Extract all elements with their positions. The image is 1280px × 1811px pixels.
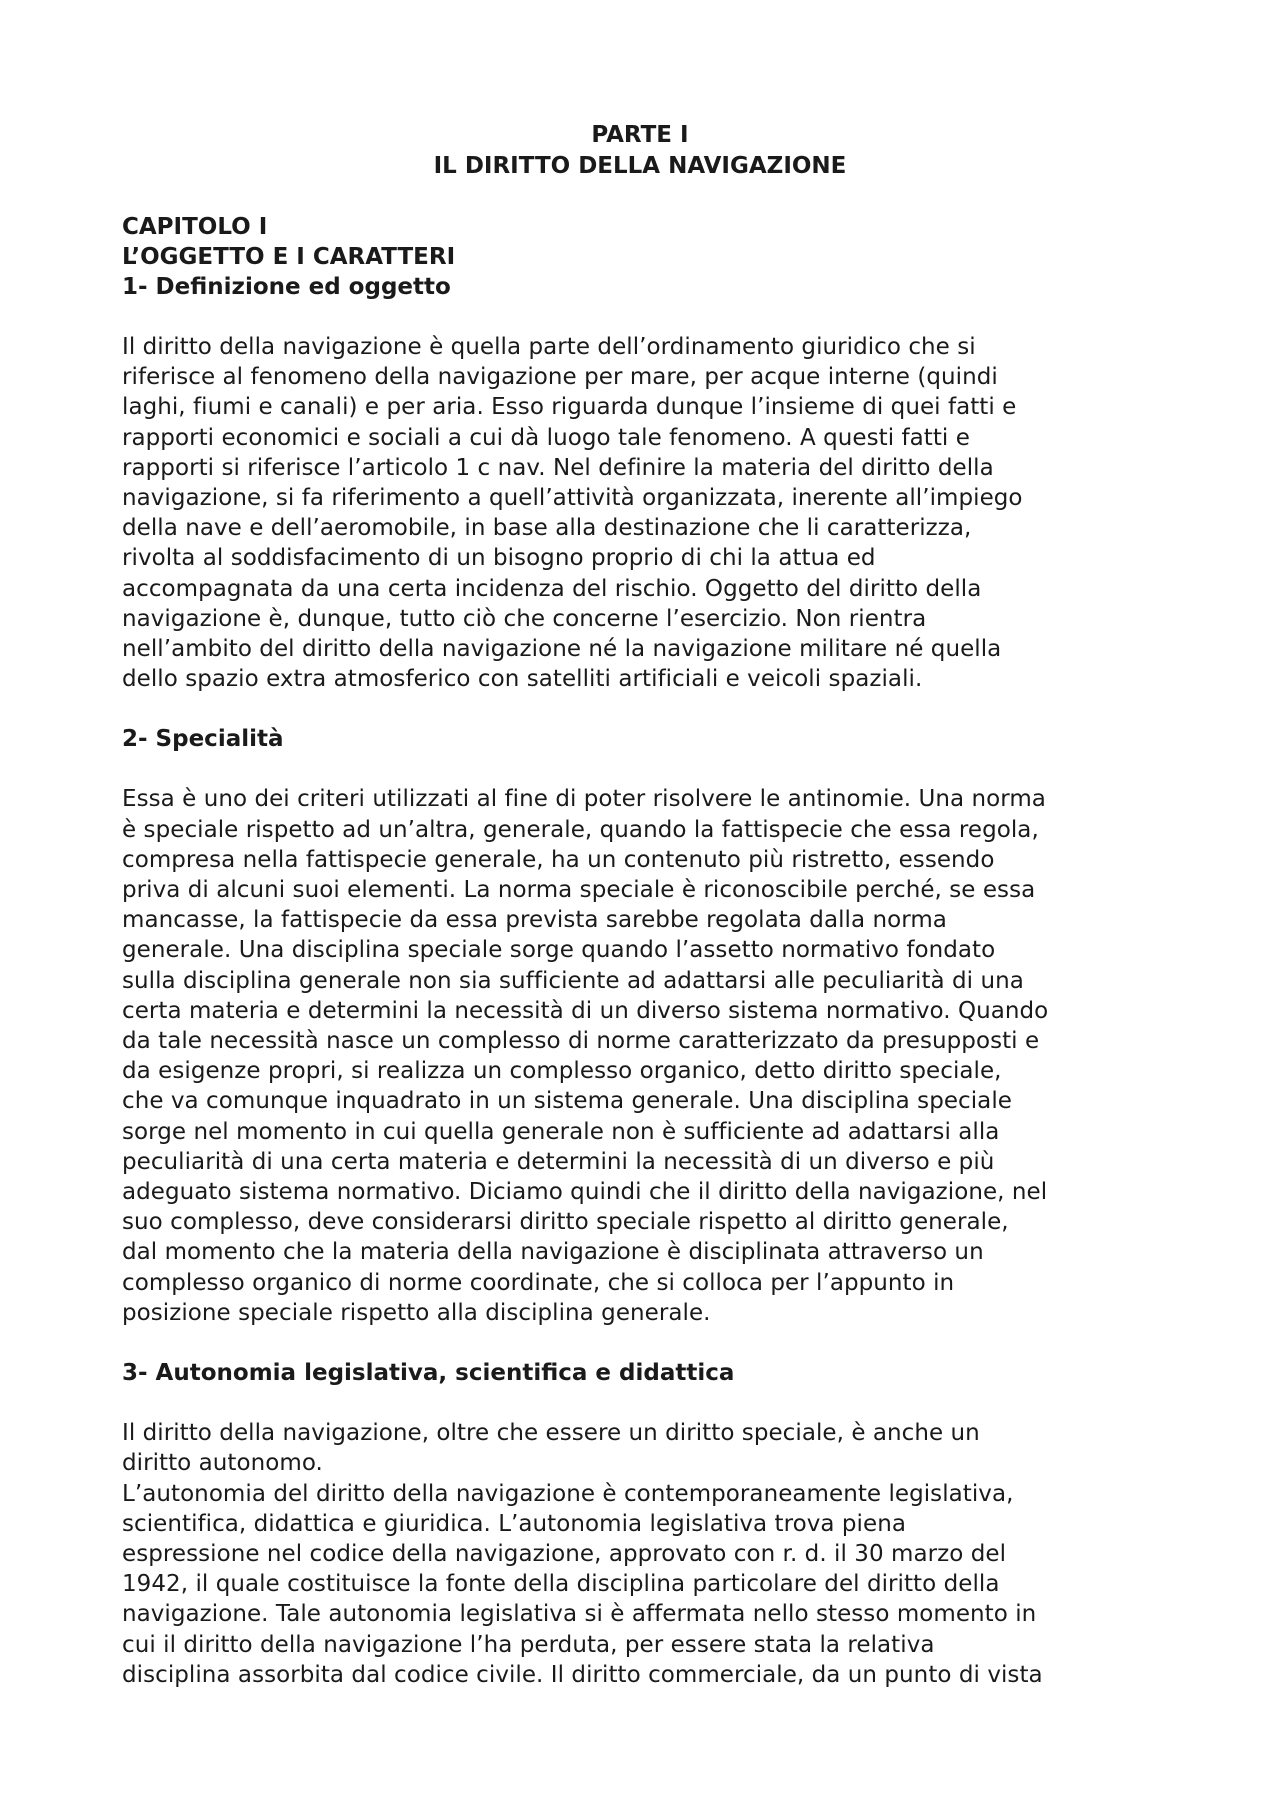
text-line: Il diritto della navigazione, oltre che essere un diritto speciale, è anche un <box>122 1420 980 1447</box>
text-line: Il diritto della navigazione è quella parte dell’ordinamento giuridico che si <box>122 334 976 360</box>
text-line: rapporti economici e sociali a cui dà luogo tale fenomeno. A questi fatti e <box>122 424 970 451</box>
text-line: certa materia e determini la necessità di un diverso sistema normativo. Quando <box>122 997 1049 1024</box>
text-line: rapporti si riferisce l’articolo 1 c nav. Nel definire la materia del diritto della <box>122 454 994 481</box>
section-body-3 <box>122 1418 1182 1690</box>
section-body-2 <box>122 784 1182 1328</box>
text-line: dello spazio extra atmosferico con satelliti artificiali e veicoli spaziali. <box>122 666 923 693</box>
text-line: peculiarità di una certa materia e determini la necessità di un diverso e più <box>122 1148 995 1175</box>
text-line: 1942, il quale costituisce la fonte della disciplina particolare del diritto della <box>122 1571 1000 1598</box>
text-line: adeguato sistema normativo. Diciamo quindi che il diritto della navigazione, nel <box>122 1179 1048 1206</box>
document-page <box>122 120 1182 1690</box>
section-heading-2: 2- Specialità <box>122 726 284 753</box>
text-line: diritto autonomo. <box>122 1450 323 1477</box>
chapter-label: CAPITOLO I <box>122 214 268 240</box>
text-line: cui il diritto della navigazione l’ha perduta, per essere stata la relativa <box>122 1631 935 1658</box>
text-line: accompagnata da una certa incidenza del rischio. Oggetto del diritto della <box>122 575 982 602</box>
text-line: scientifica, didattica e giuridica. L’autonomia legislativa trova piena <box>122 1510 906 1537</box>
text-line: è speciale rispetto ad un’altra, generale, quando la fattispecie che essa regola, <box>122 816 1039 843</box>
text-line: da esigenze propri, si realizza un complesso organico, detto diritto speciale, <box>122 1058 1002 1085</box>
section-heading-3: 3- Autonomia legislativa, scientifica e didattica <box>122 1360 735 1387</box>
text-line: Essa è uno dei criteri utilizzati al fine di poter risolvere le antinomie. Una norma <box>122 786 1046 813</box>
text-line: della nave e dell’aeromobile, in base alla destinazione che li caratterizza, <box>122 515 972 542</box>
text-line: da tale necessità nasce un complesso di norme caratterizzato da presupposti e <box>122 1028 1040 1055</box>
section-heading-1: 1- Definizione ed oggetto <box>122 274 451 300</box>
part-header <box>122 120 1158 182</box>
part-title: IL DIRITTO DELLA NAVIGAZIONE <box>433 153 847 179</box>
text-line: mancasse, la fattispecie da essa prevista sarebbe regolata dalla norma <box>122 907 947 934</box>
text-line: nell’ambito del diritto della navigazione né la navigazione militare né quella <box>122 636 1002 663</box>
chapter-block <box>122 212 1182 302</box>
text-line: navigazione, si fa riferimento a quell’attività organizzata, inerente all’impiego <box>122 485 1023 512</box>
text-line: navigazione. Tale autonomia legislativa si è affermata nello stesso momento in <box>122 1601 1037 1628</box>
text-line: L’autonomia del diritto della navigazione è contemporaneamente legislativa, <box>122 1480 1014 1507</box>
text-line: che va comunque inquadrato in un sistema generale. Una disciplina speciale <box>122 1088 1012 1115</box>
chapter-title: L’OGGETTO E I CARATTERI <box>122 244 456 270</box>
text-line: posizione speciale rispetto alla disciplina generale. <box>122 1299 711 1326</box>
text-line: espressione nel codice della navigazione, approvato con r. d. il 30 marzo del <box>122 1540 1007 1567</box>
text-line: navigazione è, dunque, tutto ciò che concerne l’esercizio. Non rientra <box>122 605 927 632</box>
text-line: complesso organico di norme coordinate, che si colloca per l’appunto in <box>122 1269 955 1296</box>
text-line: sorge nel momento in cui quella generale non è sufficiente ad adattarsi alla <box>122 1118 1000 1145</box>
text-line: disciplina assorbita dal codice civile. Il diritto commerciale, da un punto di vista <box>122 1661 1043 1688</box>
section-body-1 <box>122 332 1182 694</box>
text-line: compresa nella fattispecie generale, ha un contenuto più ristretto, essendo <box>122 846 995 873</box>
text-line: suo complesso, deve considerarsi diritto speciale rispetto al diritto generale, <box>122 1209 1009 1236</box>
text-line: generale. Una disciplina speciale sorge quando l’assetto normativo fondato <box>122 937 996 964</box>
text-line: priva di alcuni suoi elementi. La norma speciale è riconoscibile perché, se essa <box>122 877 1036 904</box>
part-label: PARTE I <box>591 122 689 148</box>
text-line: dal momento che la materia della navigazione è disciplinata attraverso un <box>122 1239 984 1266</box>
text-line: riferisce al fenomeno della navigazione per mare, per acque interne (quindi <box>122 364 998 391</box>
text-line: laghi, fiumi e canali) e per aria. Esso riguarda dunque l’insieme di quei fatti e <box>122 394 1017 421</box>
text-line: sulla disciplina generale non sia sufficiente ad adattarsi alle peculiarità di una <box>122 967 1024 994</box>
text-line: rivolta al soddisfacimento di un bisogno proprio di chi la attua ed <box>122 545 876 572</box>
